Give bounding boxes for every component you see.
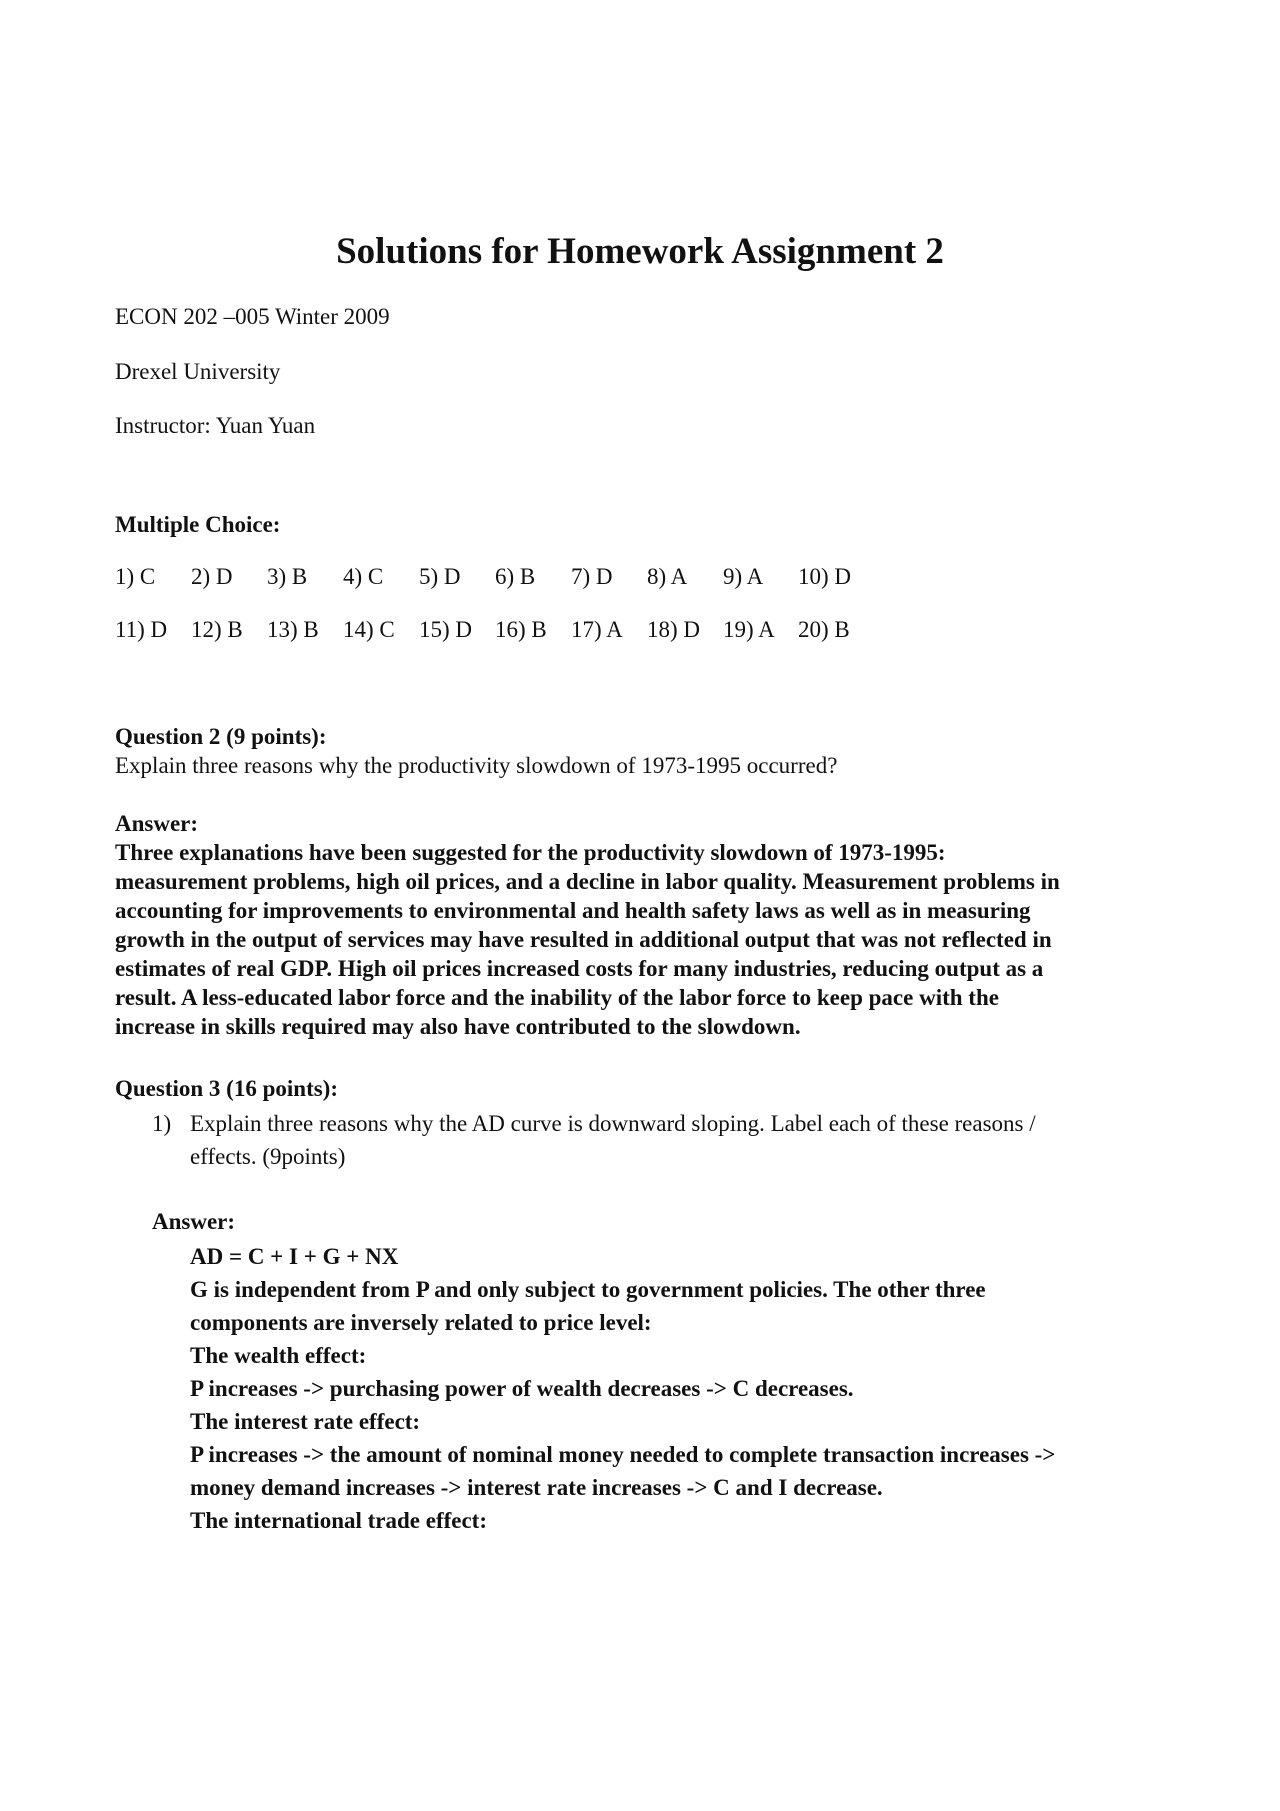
answer-line: Three explanations have been suggested for the productivity slowdown of 1973-1995: — [115, 840, 946, 865]
multiple-choice-row-1 — [115, 562, 875, 592]
mc-answer: 1) C — [115, 564, 156, 589]
item-line: Explain three reasons why the AD curve is downward sloping. Label each of these reasons / — [190, 1111, 1036, 1136]
answer-line: growth in the output of services may have resulted in additional output that was not reflected in — [115, 927, 1052, 952]
multiple-choice-row-2 — [115, 615, 875, 645]
mc-answer: 15) D — [419, 617, 473, 642]
mc-answer: 17) A — [571, 617, 623, 642]
answer-line: The wealth effect: — [190, 1343, 367, 1368]
answer-line: AD = C + I + G + NX — [190, 1244, 399, 1269]
multiple-choice-heading: Multiple Choice: — [115, 512, 281, 537]
mc-answer: 7) D — [571, 564, 613, 589]
mc-answer: 8) A — [647, 564, 688, 589]
answer-line: measurement problems, high oil prices, and a decline in labor quality. Measurement problems in — [115, 869, 1060, 894]
item-line: effects. (9points) — [190, 1144, 346, 1169]
mc-answer: 12) B — [191, 617, 243, 642]
answer-line: G is independent from P and only subject to government policies. The other three — [190, 1277, 986, 1302]
answer-line: result. A less-educated labor force and the inability of the labor force to keep pace with the — [115, 985, 999, 1010]
mc-answer: 2) D — [191, 564, 233, 589]
question-2-answer-label: Answer: — [115, 811, 199, 836]
mc-answer: 13) B — [267, 617, 319, 642]
instructor-line: Instructor: Yuan Yuan — [115, 413, 316, 438]
question-2-text: Explain three reasons why the productivity slowdown of 1973-1995 occurred? — [115, 753, 838, 778]
mc-answer: 10) D — [798, 564, 852, 589]
mc-answer: 4) C — [343, 564, 384, 589]
answer-line: estimates of real GDP. High oil prices increased costs for many industries, reducing output as a — [115, 956, 1044, 981]
mc-answer: 18) D — [647, 617, 701, 642]
mc-answer: 11) D — [115, 617, 168, 642]
list-number: 1) — [152, 1111, 172, 1136]
mc-answer: 5) D — [419, 564, 461, 589]
mc-answer: 6) B — [495, 564, 536, 589]
course-line: ECON 202 –005 Winter 2009 — [115, 304, 390, 329]
question-3-heading: Question 3 (16 points): — [115, 1076, 338, 1101]
answer-line: accounting for improvements to environmental and health safety laws as well as in measuring — [115, 898, 1031, 923]
answer-line: P increases -> purchasing power of wealth decreases -> C decreases. — [190, 1376, 854, 1401]
question-3-answer-label: Answer: — [152, 1209, 236, 1234]
mc-answer: 20) B — [798, 617, 850, 642]
question-2-heading: Question 2 (9 points): — [115, 724, 327, 749]
answer-line: increase in skills required may also have contributed to the slowdown. — [115, 1014, 801, 1039]
mc-answer: 14) C — [343, 617, 395, 642]
mc-answer: 16) B — [495, 617, 547, 642]
university-line: Drexel University — [115, 359, 281, 384]
answer-line: The interest rate effect: — [190, 1409, 421, 1434]
answer-line: money demand increases -> interest rate increases -> C and I decrease. — [190, 1475, 883, 1500]
question-3-item-1 — [152, 1107, 1162, 1173]
document-title: Solutions for Homework Assignment 2 — [336, 231, 944, 272]
question-3-item-text — [190, 1107, 1162, 1173]
mc-answer: 3) B — [267, 564, 308, 589]
answer-line: P increases -> the amount of nominal money needed to complete transaction increases -> — [190, 1442, 1056, 1467]
answer-line: The international trade effect: — [190, 1508, 488, 1533]
question-3-answer — [190, 1240, 1180, 1537]
answer-line: components are inversely related to price level: — [190, 1310, 652, 1335]
mc-answer: 9) A — [723, 564, 764, 589]
mc-answer: 19) A — [723, 617, 775, 642]
question-2-answer — [115, 838, 1180, 1041]
